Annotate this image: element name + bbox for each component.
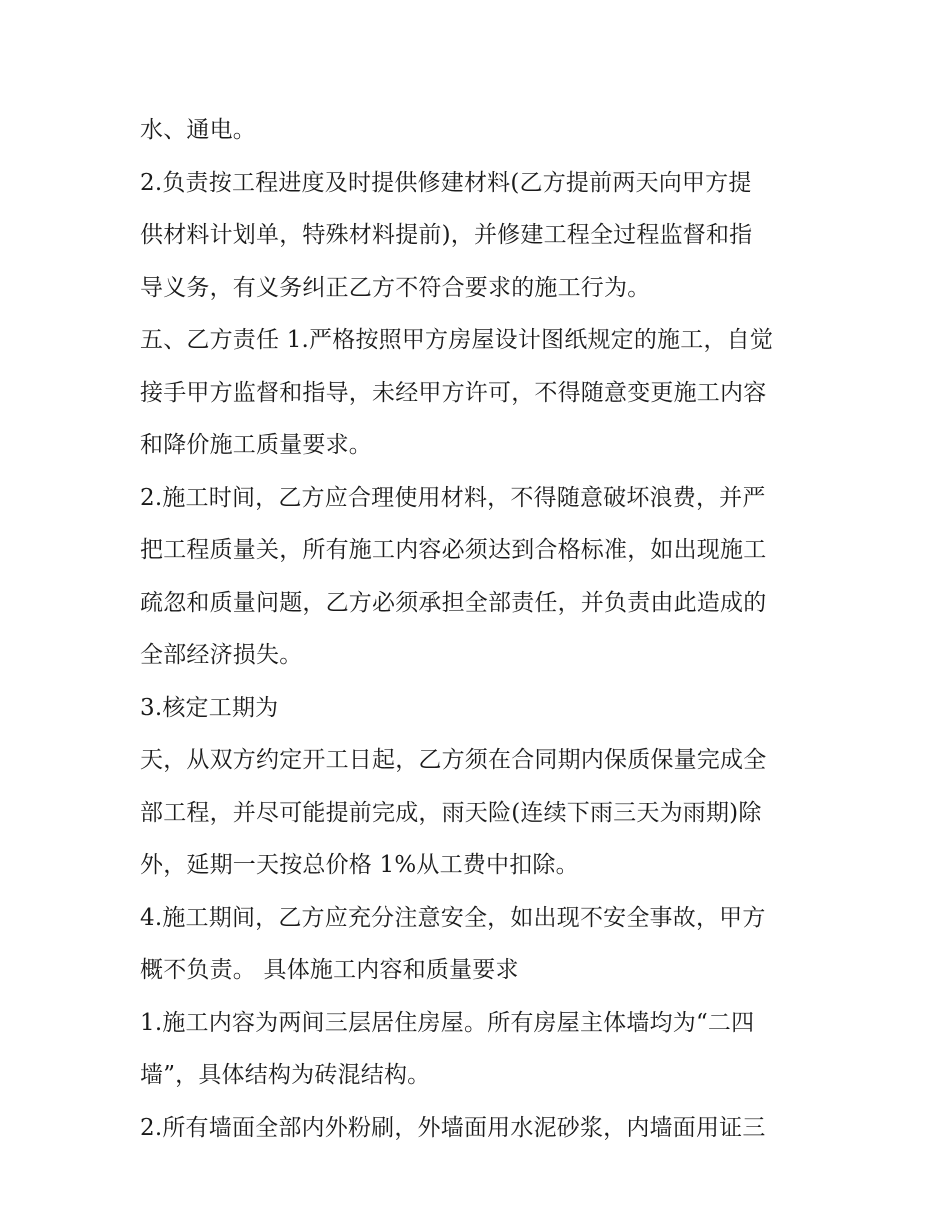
text-line: 墙”，具体结构为砖混结构。 (140, 1062, 431, 1088)
text-line: 五、乙方责任 1.严格按照甲方房屋设计图纸规定的施工，自觉 (140, 327, 774, 353)
text-line: 把工程质量关，所有施工内容必须达到合格标准，如出现施工 (140, 537, 767, 563)
text-line: 概不负责。 具体施工内容和质量要求 (140, 957, 519, 983)
text-line: 外，延期一天按总价格 1%从工费中扣除。 (140, 852, 579, 878)
text-line: 部工程，并尽可能提前完成，雨天险(连续下雨三天为雨期)除 (140, 799, 762, 826)
text-line: 2.所有墙面全部内外粉刷，外墙面用水泥砂浆，内墙面用证三 (140, 1114, 766, 1141)
text-line: 4.施工期间，乙方应充分注意安全，如出现不安全事故，甲方 (140, 904, 766, 931)
text-line: 供材料计划单，特殊材料提前)，并修建工程全过程监督和指 (140, 222, 753, 248)
text-line: 天，从双方约定开工日起，乙方须在合同期内保质保量完成全 (140, 747, 767, 773)
document-body (140, 104, 820, 1154)
text-line: 2.施工时间，乙方应合理使用材料，不得随意破坏浪费，并严 (140, 484, 766, 511)
text-line: 和降价施工质量要求。 (140, 432, 372, 458)
text-line: 水、通电。 (140, 117, 256, 143)
text-line: 3.核定工期为 (140, 694, 279, 721)
text-line: 疏忽和质量问题，乙方必须承担全部责任，并负责由此造成的 (140, 589, 767, 616)
text-line: 接手甲方监督和指导，未经甲方许可，不得随意变更施工内容 (140, 379, 767, 406)
text-line: 导义务，有义务纠正乙方不符合要求的施工行为。 (140, 274, 651, 301)
text-line: 1.施工内容为两间三层居住房屋。所有房屋主体墙均为“二四 (140, 1009, 755, 1036)
text-line: 全部经济损失。 (140, 642, 303, 668)
text-line: 2.负责按工程进度及时提供修建材料(乙方提前两天向甲方提 (140, 169, 752, 196)
